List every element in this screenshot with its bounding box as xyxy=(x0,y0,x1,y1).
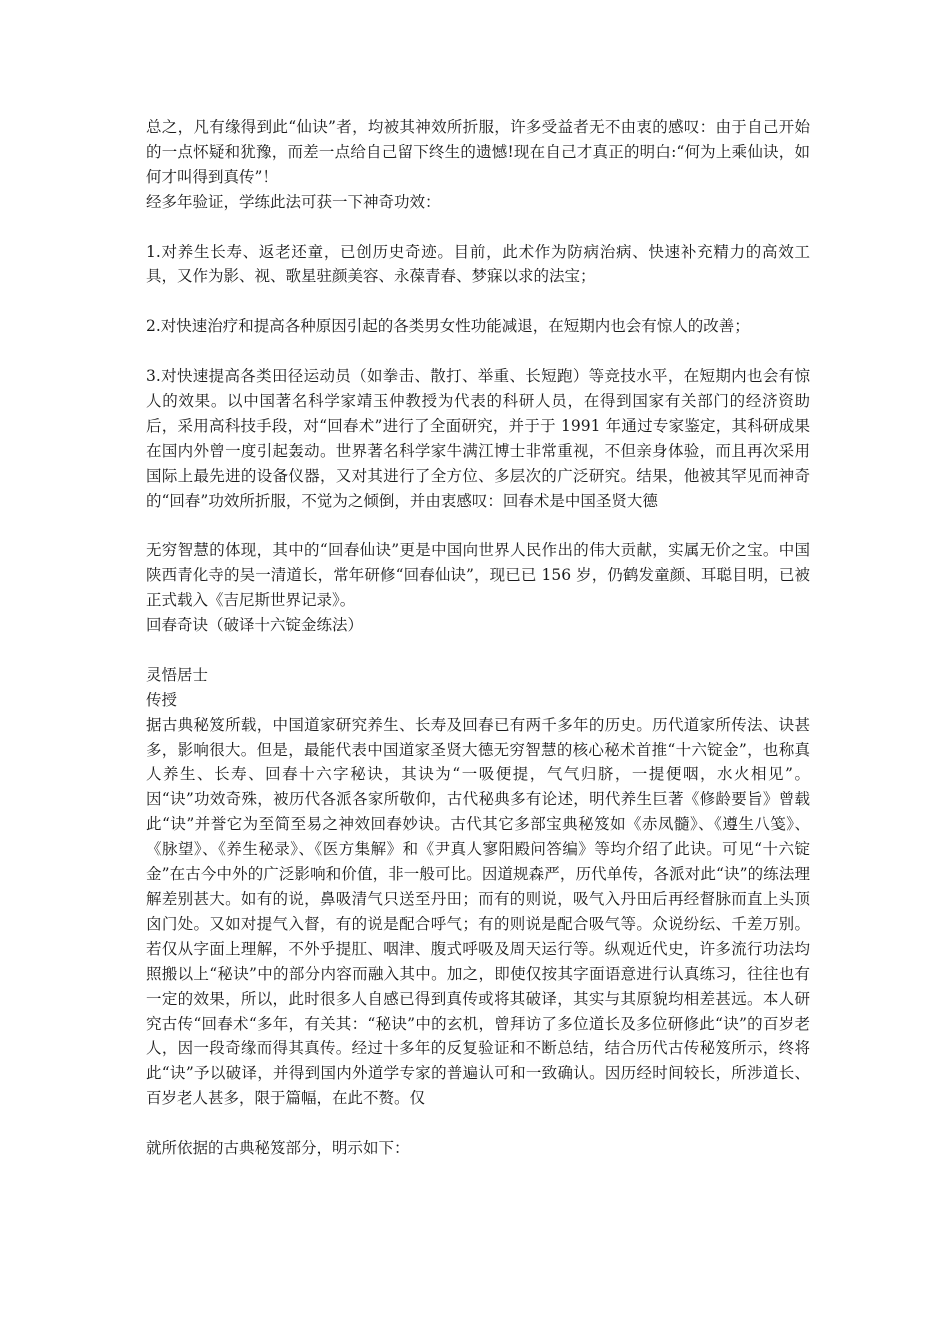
author-role: 传授 xyxy=(146,690,178,709)
blank-line xyxy=(146,215,810,240)
section-title: 回春奇诀（破译十六锭金练法） xyxy=(146,616,364,635)
paragraph-sources-intro: 就所依据的古典秘笈部分，明示如下： xyxy=(146,1139,410,1158)
blank-line xyxy=(146,513,810,538)
paragraph-benefit-3: 3.对快速提高各类田径运动员（如拳击、散打、举重、长短跑）等竞技水平，在短期内也会有惊人的效果。以中国著名科学家靖玉仲教授为代表的科研人员，在得到国家有关部门的经济资助后，采用高科技手段，对“回春术”进行了全面研究，并于于 1991 年通过专家鉴定，其科研成果在国内外曾一度引起轰动。世界著名科学家牛满江博士非常重视，不但亲身体验，而且再次采用国际上最先进的设备仪器，又对其进行了全方位、多层次的广泛研究。结果，他被其罕见而神奇的“回春”功效所折服，不觉为之倾倒，并由衷感叹：回春术是中国圣贤大德 xyxy=(146,367,810,510)
paragraph-benefits-intro: 经多年验证，学练此法可获一下神奇功效： xyxy=(146,192,441,211)
blank-line xyxy=(146,339,810,364)
blank-line xyxy=(146,289,810,314)
author-name: 灵悟居士 xyxy=(146,665,209,684)
blank-line xyxy=(146,638,810,663)
paragraph-conclusion: 总之，凡有缘得到此“仙诀”者，均被其神效所折服，许多受益者无不由衷的感叹：由于自己开始的一点怀疑和犹豫，而差一点给自己留下终生的遗憾!现在自己才真正的明白:“何为上乘仙诀，如何才叫得到真传”！ xyxy=(146,118,810,186)
paragraph-wisdom: 无穷智慧的体现，其中的“回春仙诀”更是中国向世界人民作出的伟大贡献，实属无价之宝。中国陕西青化寺的吴一清道长，常年研修“回春仙诀”，现已已 156 岁，仍鹤发童颜、耳聪目明，已被正式载入《吉尼斯世界记录》。 xyxy=(146,541,810,610)
blank-line xyxy=(146,1111,810,1136)
document-body xyxy=(146,115,810,1161)
paragraph-benefit-1: 1.对养生长寿、返老还童，已创历史奇迹。目前，此术作为防病治病、快速补充精力的高效工具，又作为影、视、歌星驻颜美容、永葆青春、梦寐以求的法宝； xyxy=(146,242,810,286)
paragraph-benefit-2: 2.对快速治疗和提高各种原因引起的各类男女性功能减退，在短期内也会有惊人的改善； xyxy=(146,317,750,336)
paragraph-history: 据古典秘笈所载，中国道家研究养生、长寿及回春已有两千多年的历史。历代道家所传法、诀甚多，影响很大。但是，最能代表中国道家圣贤大德无穷智慧的核心秘术首推“十六锭金”，也称真人养生、长寿、回春十六字秘诀，其诀为“一吸便提，气气归脐，一提便咽，水火相见”。因“诀”功效奇殊，被历代各派各家所敬仰，古代秘典多有论述，明代养生巨著《修龄要旨》曾载此“诀”并誉它为至简至易之神效回春妙诀。古代其它多部宝典秘笈如《赤凤髓》、《遵生八笺》、《脉望》、《养生秘录》、《医方集解》和《尹真人寥阳殿问答编》等均介绍了此诀。可见“十六锭金”在古今中外的广泛影响和价值，非一般可比。因道规森严，历代单传，各派对此“诀”的练法理解差别甚大。如有的说，鼻吸清气只送至丹田；而有的则说，吸气入丹田后再经督脉而直上头顶囟门处。又如对提气入督，有的说是配合呼气；有的则说是配合吸气等。众说纷纭、千差万别。若仅从字面上理解，不外乎提肛、咽津、腹式呼吸及周天运行等。纵观近代史，许多流行功法均照搬以上“秘诀”中的部分内容而融入其中。加之，即使仅按其字面语意进行认真练习，往往也有一定的效果，所以，此时很多人自感已得到真传或将其破译，其实与其原貌均相差甚远。本人研究古传“回春术“多年，有关其：“秘诀”中的玄机，曾拜访了多位道长及多位研修此“诀”的百岁老人，因一段奇缘而得其真传。经过十多年的反复验证和不断总结，结合历代古传秘笈所示，终将此“诀”予以破译，并得到国内外道学专家的普遍认可和一致确认。因历经时间较长，所涉道长、百岁老人甚多，限于篇幅，在此不赘。仅 xyxy=(146,715,810,1108)
